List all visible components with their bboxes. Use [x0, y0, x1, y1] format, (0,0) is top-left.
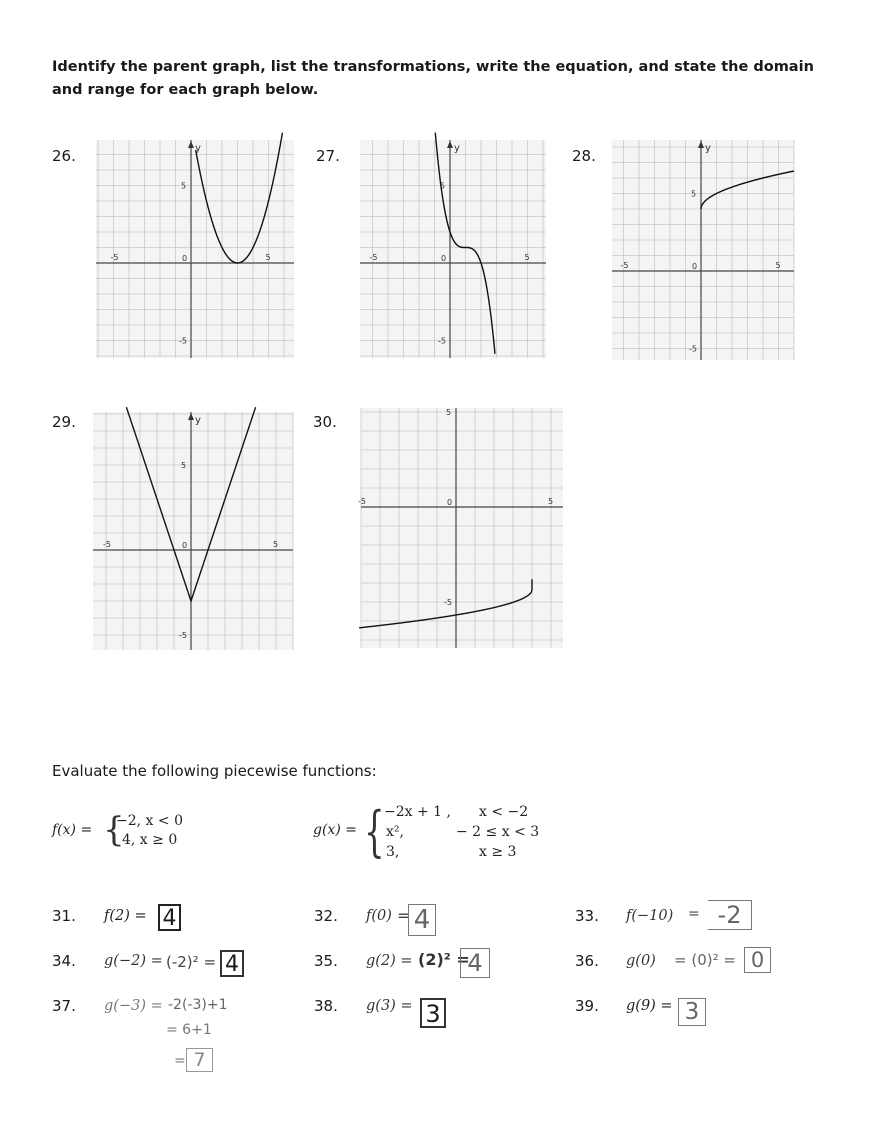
question-number: 36.	[575, 952, 599, 970]
origin-label: 0	[692, 262, 698, 271]
graph-number: 26.	[52, 147, 76, 165]
answer-box: 4	[460, 948, 490, 978]
answer-box: 4	[158, 904, 181, 931]
y-tick-label: -5	[179, 336, 187, 346]
graph-29	[93, 412, 293, 650]
y-axis-label: y	[705, 143, 711, 154]
graph-26	[96, 140, 294, 358]
graph-30	[358, 408, 563, 648]
y-tick-label: -5	[179, 631, 187, 640]
x-tick-label: -5	[369, 253, 378, 262]
question-expression: g(2) =	[366, 953, 413, 969]
graph-28	[612, 140, 794, 360]
y-tick-label: 5	[181, 181, 187, 191]
question-number: 34.	[52, 952, 76, 970]
f-definition-lhs: f(x) =	[52, 822, 93, 838]
graph-number: 30.	[313, 413, 337, 431]
g-row-3-expr: 3,	[386, 844, 400, 860]
g-row-3-cond: x ≥ 3	[479, 844, 517, 860]
y-tick-label: 5	[446, 408, 452, 417]
answer-box: 0	[744, 947, 771, 973]
y-tick-label: -5	[689, 344, 697, 354]
section-title: Evaluate the following piecewise functions:	[52, 762, 377, 780]
f-case-1: −2, x < 0	[116, 813, 183, 829]
y-axis-label: y	[454, 143, 460, 154]
handwritten-work: (-2)² =	[166, 953, 217, 971]
graph-number: 28.	[572, 147, 596, 165]
question-expression: g(−2) =	[104, 953, 163, 969]
g-row-1-cond: x < −2	[479, 804, 529, 820]
y-axis-label: y	[195, 415, 201, 426]
handwritten-work: = (0)² =	[674, 951, 736, 969]
f-brace: {	[103, 810, 125, 850]
g-definition-lhs: g(x) =	[313, 822, 357, 838]
answer-box: -2	[708, 900, 752, 930]
question-expression: f(0)	[366, 908, 392, 924]
question-expression: g(0)	[626, 953, 656, 969]
y-tick-label: 5	[181, 461, 187, 470]
x-tick-label: 5	[775, 261, 781, 270]
question-expression: f(−10)	[626, 908, 674, 924]
answer-box: 7	[186, 1048, 213, 1072]
y-tick-label: 5	[440, 181, 446, 191]
graph-27	[360, 140, 546, 358]
x-tick-label: -5	[103, 540, 111, 549]
graph-background	[361, 408, 563, 648]
handwritten-work: =	[174, 1053, 186, 1069]
handwritten-work: = 6+1	[166, 1022, 212, 1038]
question-number: 32.	[314, 907, 338, 925]
graph-number: 29.	[52, 413, 76, 431]
question-number: 31.	[52, 907, 76, 925]
g-brace: {	[364, 800, 385, 863]
answer-box: 3	[678, 998, 706, 1026]
handwritten-work: =	[397, 906, 411, 925]
origin-label: 0	[441, 254, 447, 263]
answer-box: 4	[408, 904, 436, 936]
g-row-1-expr: −2x + 1 ,	[384, 804, 451, 820]
x-tick-label: 5	[273, 540, 279, 549]
y-tick-label: -5	[444, 598, 452, 607]
question-number: 33.	[575, 907, 599, 925]
question-expression: g(−3) =	[104, 998, 163, 1014]
instructions: Identify the parent graph, list the transformations, write the equation, and state the domain and range for each graph below.	[52, 59, 814, 98]
question-number: 35.	[314, 952, 338, 970]
question-number: 39.	[575, 997, 599, 1015]
x-tick-label: -5	[110, 253, 119, 262]
y-tick-label: -5	[438, 336, 446, 346]
question-number: 37.	[52, 997, 76, 1015]
x-tick-label: -5	[358, 497, 366, 506]
answer-box: 3	[420, 998, 446, 1028]
y-tick-label: 5	[691, 189, 697, 199]
origin-label: 0	[182, 254, 188, 263]
x-tick-label: -5	[620, 261, 629, 270]
question-expression: g(9) =	[626, 998, 673, 1014]
answer-box: 4	[220, 950, 244, 977]
graph-number: 27.	[316, 147, 340, 165]
origin-label: 0	[182, 541, 188, 550]
x-tick-label: 5	[524, 253, 530, 262]
x-tick-label: 5	[548, 497, 554, 506]
g-row-2-expr: x²,	[386, 824, 404, 840]
f-case-2: 4, x ≥ 0	[122, 832, 178, 848]
origin-label: 0	[447, 498, 453, 507]
y-axis-label: y	[195, 143, 201, 154]
question-number: 38.	[314, 997, 338, 1015]
g-row-2-cond: − 2 ≤ x < 3	[456, 824, 540, 840]
handwritten-work: =	[688, 906, 700, 922]
x-tick-label: 5	[265, 253, 271, 262]
question-expression: f(2) =	[104, 908, 147, 924]
handwritten-work: -2(-3)+1	[168, 997, 228, 1013]
handwritten-work: (2)² =	[418, 950, 470, 969]
question-expression: g(3) =	[366, 998, 413, 1014]
